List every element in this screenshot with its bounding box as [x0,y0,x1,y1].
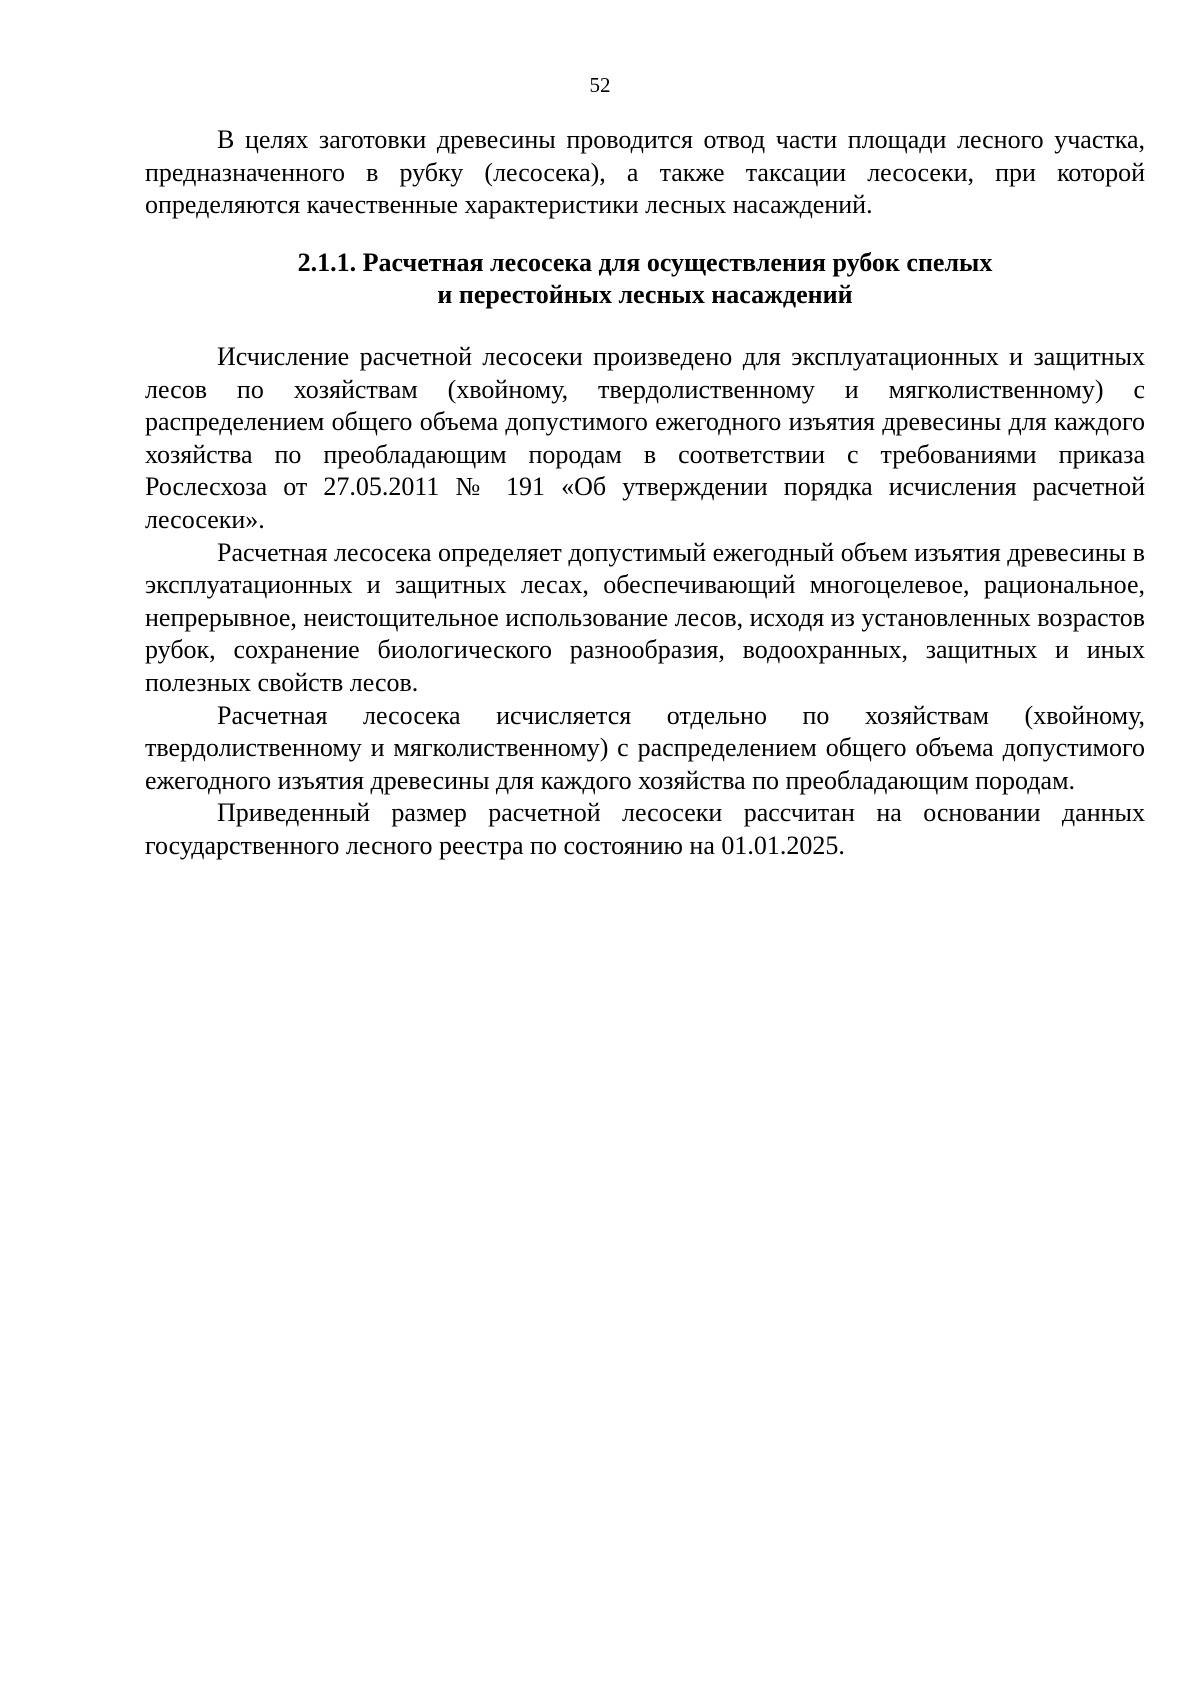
body-paragraph-1: Исчисление расчетной лесосеки произведено для эксплуатационных и защитных лесов по хозяйствам (хвойному, твердолиственному и мягколиственному) с распределением общего объема допустимого ежегодного изъятия древесины для каждого хозяйства по преобладающим породам в соответствии с требованиями приказа Рослесхоза от 27.05.2011 № 191 «Об утверждении порядка исчисления расчетной лесосеки». [145,341,1145,534]
section-heading-line-2: и перестойных лесных насаждений [437,280,853,310]
body-paragraph-2: Расчетная лесосека определяет допустимый ежегодный объем изъятия древесины в эксплуатационных и защитных лесах, обеспечивающий многоцелевое, рациональное, непрерывное, неистощительное использование лесов, исходя из установленных возрастов рубок, сохранение биологического разнообразия, водоохранных, защитных и иных полезных свойств лесов. [145,537,1145,697]
section-heading [145,247,1145,312]
section-heading-line-1: 2.1.1. Расчетная лесосека для осуществления рубок спелых [297,247,993,277]
intro-paragraph: В целях заготовки древесины проводится отвод части площади лесного участка, предназначенного в рубку (лесосека), а также таксации лесосеки, при которой определяются качественные характеристики лесных насаждений. [145,125,1145,220]
body-paragraph-4: Приведенный размер расчетной лесосеки рассчитан на основании данных государственного лесного реестра по состоянию на 01.01.2025. [145,798,1145,860]
body-paragraph-3: Расчетная лесосека исчисляется отдельно по хозяйствам (хвойному, твердолиственному и мягколиственному) с распределением общего объема допустимого ежегодного изъятия древесины для каждого хозяйства по преобладающим породам. [145,700,1145,795]
page-number: 52 [589,73,611,97]
page-content [145,124,1145,862]
